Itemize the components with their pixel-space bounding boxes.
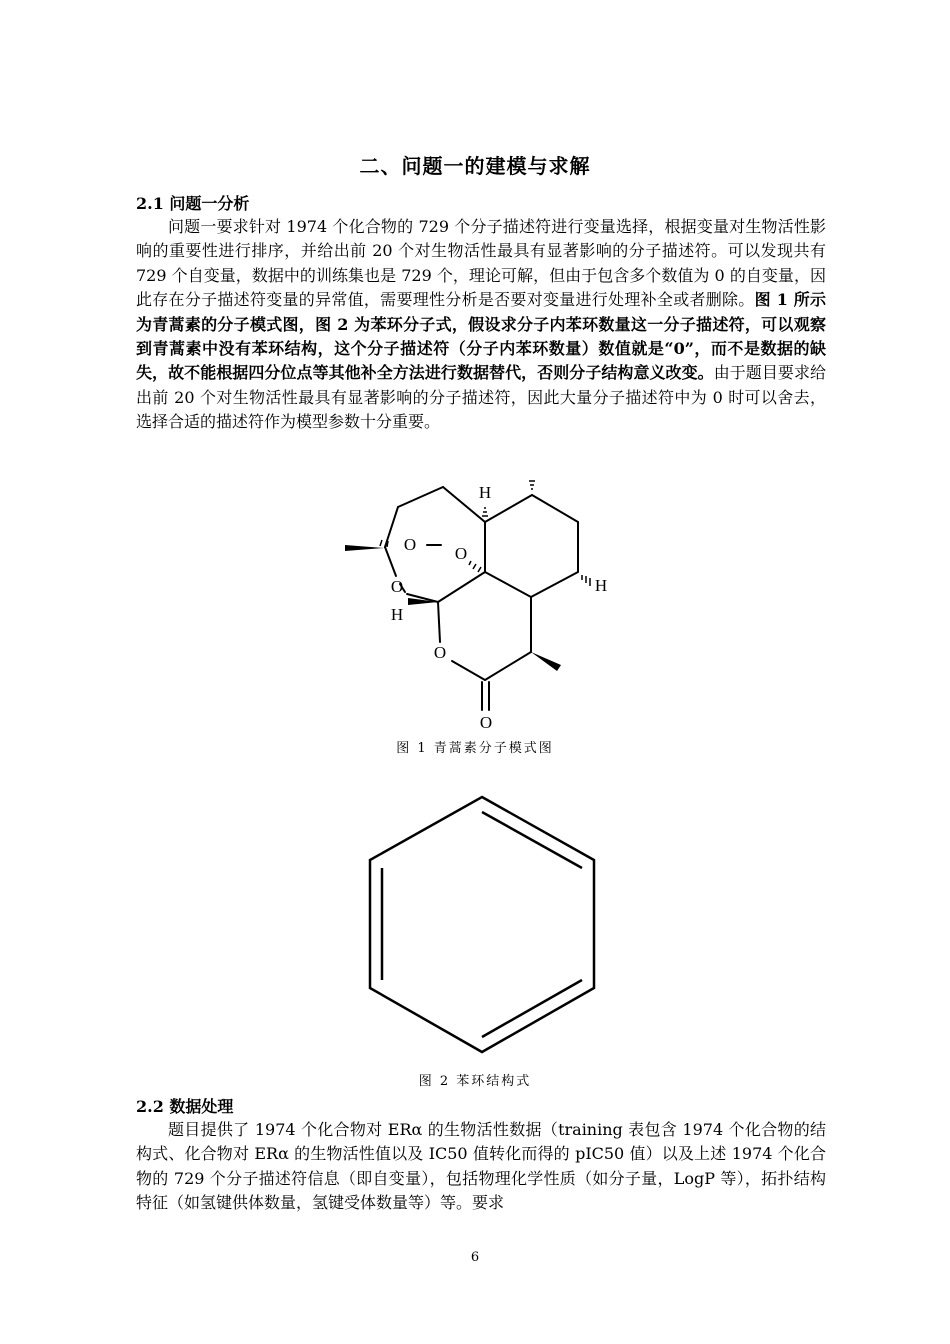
- subsection-heading-2-1: 2.1 问题一分析: [136, 194, 250, 213]
- figure-1-caption: 图 1 青蒿素分子模式图: [396, 741, 554, 756]
- figure-2-benzene-structure: [360, 790, 605, 1060]
- paragraph-2-1-body: [136, 215, 826, 435]
- o-atom-peroxide-2: O: [454, 544, 468, 563]
- section-title: 二、问题一的建模与求解: [359, 154, 591, 178]
- paragraph-2-1-text-b: 由于题目要求给出前 20 个对生物活性最具有显著影响的分子描述符，因此大量分子描述符中为 0 时可以舍去，选择合适的描述符作为模型参数十分重要。: [136, 363, 826, 432]
- o-atom-lactone: O: [433, 643, 447, 662]
- o-atom-ring: O: [390, 577, 404, 596]
- h-atom-top: H: [478, 483, 492, 502]
- paragraph-2-1-text-a: 问题一要求针对 1974 个化合物的 729 个分子描述符进行变量选择，根据变量对生物活性影响的重要性进行排序，并给出前 20 个对生物活性最具有显著影响的分子描述符。可以发现共有 729 个自变量，数据中的训练集也是 729 个，理论可解，但由于包含多个数值为 0 的自变量，因此存在分子描述符变量的异常值，需要理性分析是否要对变量进行处理补全或者删除。: [136, 217, 826, 310]
- subsection-heading-2-2: 2.2 数据处理: [136, 1097, 234, 1116]
- paragraph-2-1: [136, 215, 826, 435]
- h-atom-right: H: [594, 576, 608, 595]
- paragraph-2-2-text: 题目提供了 1974 个化合物对 ERα 的生物活性数据（training 表包含 1974 个化合物的结构式、化合物对 ERα 的生物活性值以及 IC50 值转化而得的 pIC50 值）以及上述 1974 个化合物的 729 个分子描述符信息（即自变量），包括物理化学性质（如分子量，LogP 等），拓扑结构特征（如氢键供体数量，氢键受体数量等）等。要求: [136, 1120, 826, 1213]
- o-atom-peroxide-1: O: [403, 535, 417, 554]
- paragraph-2-1-bold-text: 图 1 所示为青蒿素的分子模式图，图 2 为苯环分子式，假设求分子内苯环数量这一分子描述符，可以观察到青蒿素中没有苯环结构，这个分子描述符（分子内苯环数量）数值就是“0”，而不是数据的缺失，故不能根据四分位点等其他补全方法进行数据替代，否则分子结构意义改变。: [136, 290, 826, 383]
- figure-1-artemisinin-structure: [330, 478, 620, 736]
- h-atom-left: H: [390, 605, 404, 624]
- page-number: 6: [470, 1250, 480, 1265]
- o-atom-carbonyl: O: [479, 713, 493, 732]
- figure-2-caption: 图 2 苯环结构式: [418, 1074, 532, 1089]
- paragraph-2-2: [136, 1118, 826, 1216]
